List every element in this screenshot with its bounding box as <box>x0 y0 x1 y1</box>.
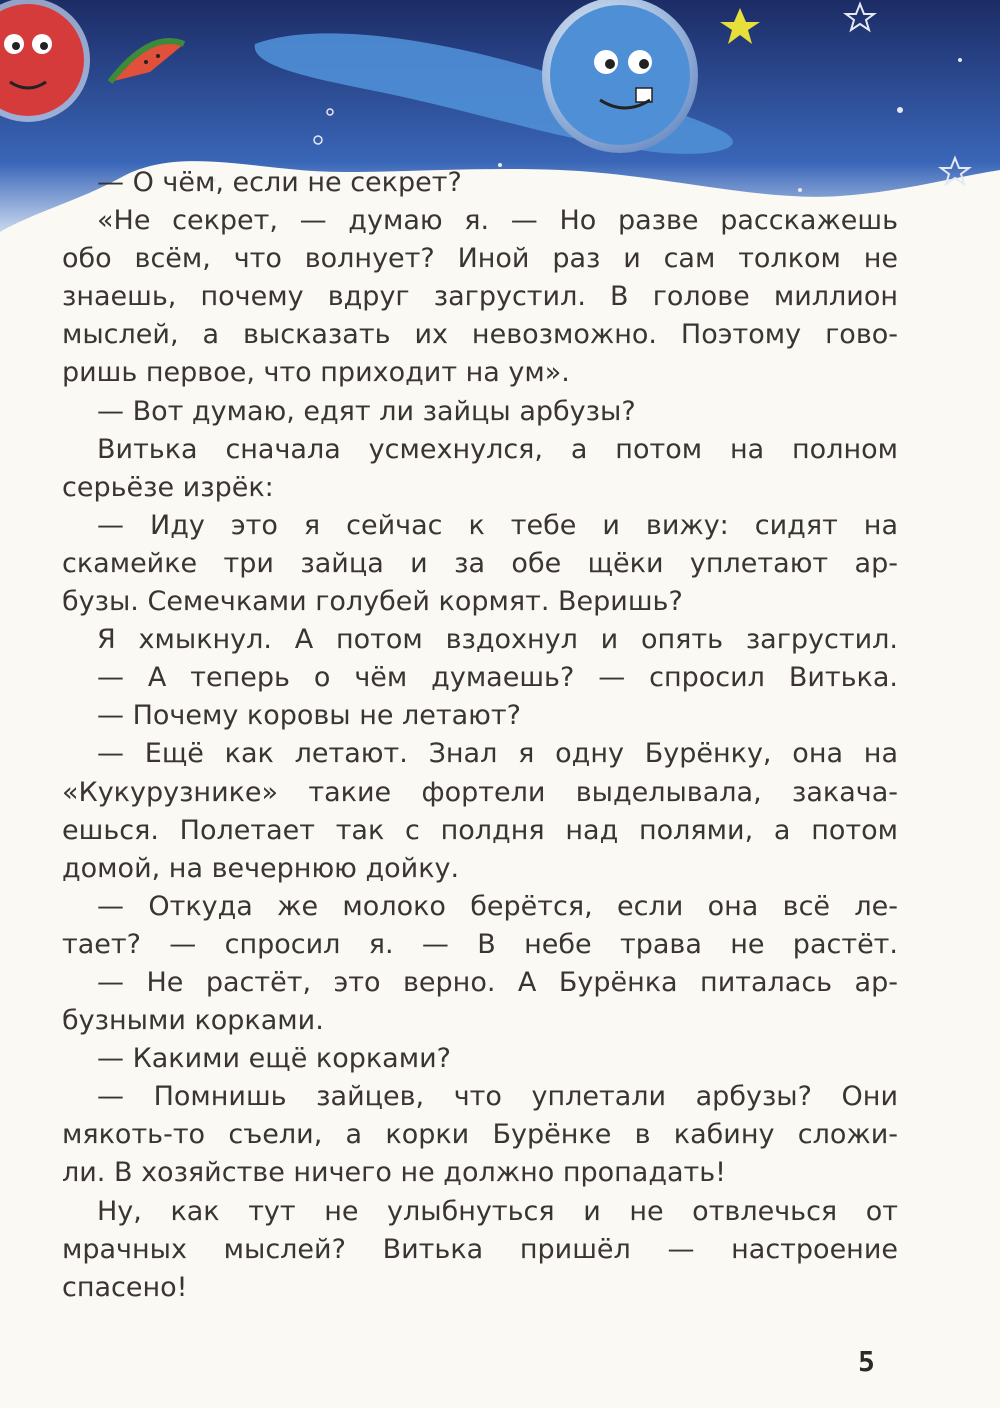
text-line: скамейке три зайца и за обе щёки уплетают ар- <box>62 547 898 579</box>
text-line: — Какими ещё корками? <box>97 1043 451 1075</box>
text-line: мрачных мыслей? Витька пришёл — настроение <box>62 1233 898 1265</box>
text-line: домой, на вечернюю дойку. <box>62 852 460 884</box>
text-line: Я хмыкнул. А потом вздохнул и опять загрустил. <box>97 624 898 656</box>
text-line: мыслей, а высказать их невозможно. Поэтому гово- <box>62 319 898 351</box>
text-line: ешься. Полетает так с полдня над полями, а потом <box>62 814 898 846</box>
text-line: Ну, как тут не улыбнуться и не отвлечься от <box>97 1195 898 1227</box>
text-line: знаешь, почему вдруг загрустил. В голове миллион <box>62 281 898 313</box>
text-line: серьёзе изрёк: <box>62 471 274 503</box>
text-line: мякоть-то съели, а корки Бурёнке в кабину сложи- <box>62 1119 898 1151</box>
text-line: спасено! <box>62 1271 188 1303</box>
text-line: «Не секрет, — думаю я. — Но разве расскажешь <box>97 205 898 237</box>
text-line: — Не растёт, это верно. А Бурёнка питалась ар- <box>97 966 898 998</box>
text-line: ришь первое, что приходит на ум». <box>62 357 570 389</box>
text-line: — Вот думаю, едят ли зайцы арбузы? <box>97 395 636 427</box>
text-line: бузными корками. <box>62 1005 324 1037</box>
text-line: — Откуда же молоко берётся, если она всё ле- <box>97 890 898 922</box>
text-line: — Иду это я сейчас к тебе и вижу: сидят на <box>97 509 898 541</box>
text-line: — О чём, если не секрет? <box>97 167 462 198</box>
text-line: обо всём, что волнует? Иной раз и сам толком не <box>62 243 898 275</box>
text-line: ли. В хозяйстве ничего не должно пропадать! <box>62 1157 727 1189</box>
text-line: — Ещё как летают. Знал я одну Бурёнку, она на <box>97 738 898 770</box>
page-number: 5 <box>858 1345 875 1378</box>
text-line: Витька сначала усмехнулся, а потом на полном <box>97 433 898 465</box>
text-line: тает? — спросил я. — В небе трава не растёт. <box>62 928 898 960</box>
text-line: — Почему коровы не летают? <box>97 700 521 732</box>
text-line: бузы. Семечками голубей кормят. Веришь? <box>62 586 683 618</box>
text-line: «Кукурузнике» такие фортели выделывала, закача- <box>62 776 898 808</box>
story-text <box>62 164 898 1307</box>
text-line: — Помнишь зайцев, что уплетали арбузы? Они <box>97 1081 898 1113</box>
text-line: — А теперь о чём думаешь? — спросил Витька. <box>97 662 898 694</box>
